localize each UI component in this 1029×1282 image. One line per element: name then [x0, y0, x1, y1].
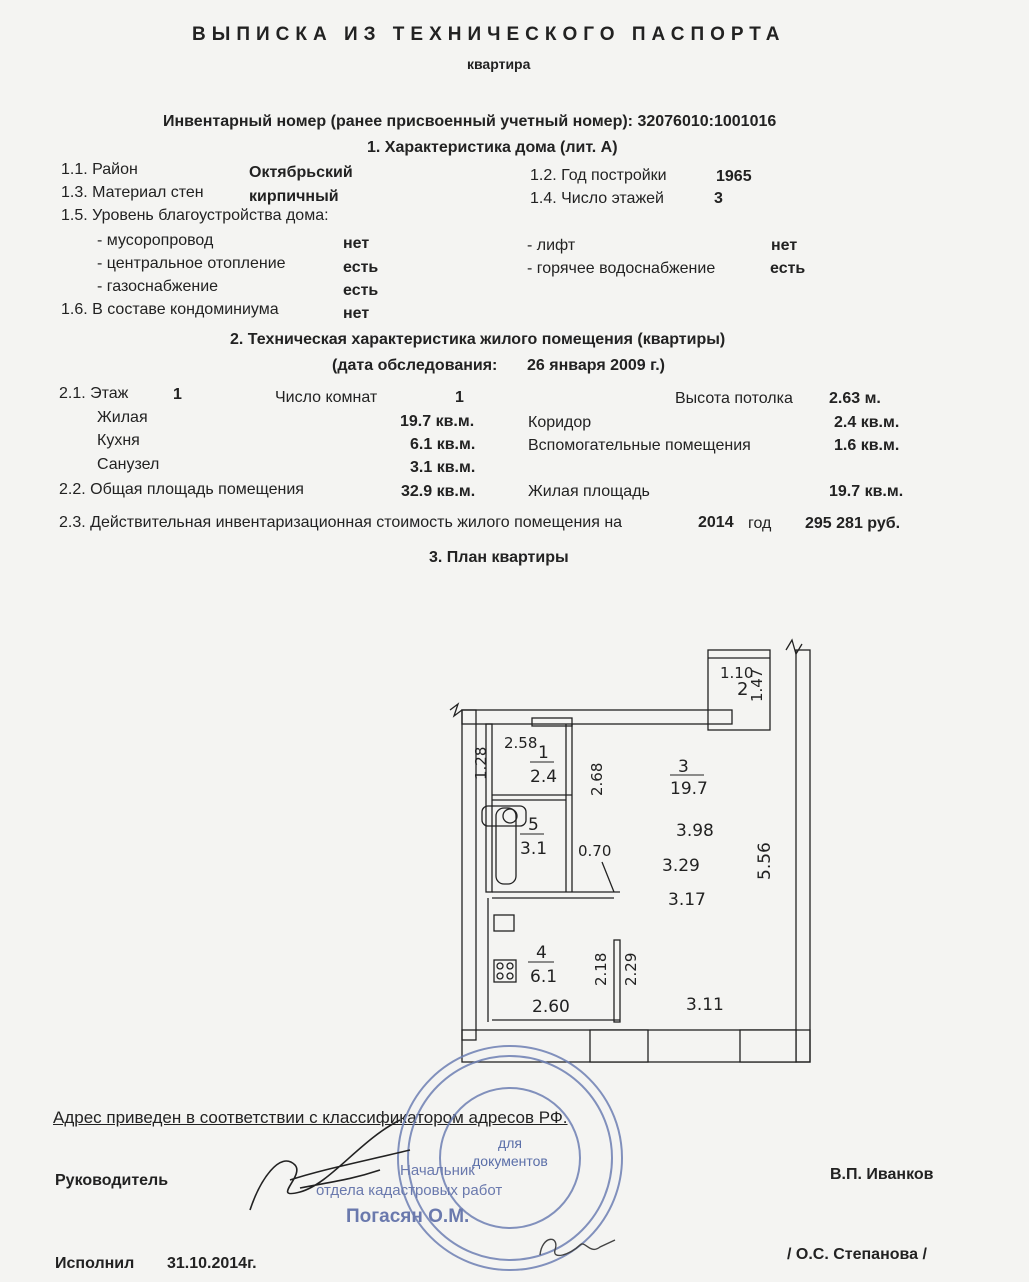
section3-heading: 3. План квартиры — [429, 549, 569, 566]
plan-r2-width: 1.10 — [720, 664, 754, 682]
hotwater-label: - горячее водоснабжение — [527, 260, 716, 277]
rooms-label: Число комнат — [275, 389, 378, 406]
floor-label: 2.1. Этаж — [59, 385, 129, 402]
stove — [494, 960, 516, 982]
corridor-value: 2.4 кв.м. — [834, 414, 900, 431]
plan-r2-height: 1.47 — [748, 668, 766, 702]
document-subtitle: квартира — [467, 56, 531, 72]
district-value: Октябрьский — [249, 164, 353, 181]
wall-kitchen-right — [614, 940, 620, 1022]
gas-label: - газоснабжение — [97, 278, 219, 295]
executor-label: Исполнил — [55, 1255, 135, 1272]
floors-label: 1.4. Число этажей — [530, 190, 664, 207]
section2-heading: 2. Техническая характеристика жилого помещения (квартиры) — [230, 331, 726, 348]
ceiling-label: Высота потолка — [675, 390, 793, 407]
plan-r3-area: 19.7 — [670, 779, 708, 799]
address-note: Адрес приведен в соответствии с классификатором адресов РФ. — [53, 1108, 568, 1127]
plan-r4-area: 6.1 — [530, 967, 558, 987]
material-value: кирпичный — [249, 188, 339, 205]
hotwater-value: есть — [770, 260, 806, 277]
plan-r4-d3: 2.60 — [532, 997, 570, 1017]
condo-label: 1.6. В составе кондоминиума — [61, 301, 279, 318]
plan-r3-d3: 3.29 — [662, 856, 700, 876]
executor-name: / О.С. Степанова / — [787, 1246, 927, 1263]
survey-label: (дата обследования: — [332, 357, 498, 374]
head-signature — [240, 1110, 430, 1220]
heating-value: есть — [343, 259, 379, 276]
aux-label: Вспомогательные помещения — [528, 437, 751, 454]
toilet — [482, 806, 526, 826]
aux-value: 1.6 кв.м. — [834, 437, 900, 454]
plan-r1-width: 2.58 — [504, 734, 538, 752]
executor-date: 31.10.2014г. — [167, 1255, 257, 1272]
living-label: Жилая — [97, 409, 148, 426]
heating-label: - центральное отопление — [97, 255, 286, 272]
inventory-number: Инвентарный номер (ранее присвоенный учетный номер): 32076010:1001016 — [163, 113, 777, 130]
garbage-value: нет — [343, 235, 370, 252]
elevator-value: нет — [771, 237, 798, 254]
plan-r1-number: 1 — [538, 743, 549, 763]
wall-top — [462, 710, 732, 724]
plan-r5-number: 5 — [528, 815, 539, 835]
stamp-line-3: Погасян О.М. — [346, 1206, 470, 1227]
cost-year: 2014 — [698, 514, 734, 531]
survey-date: 26 января 2009 г.) — [527, 357, 665, 374]
executor-signature — [530, 1225, 620, 1265]
plan-r5-area: 3.1 — [520, 839, 548, 859]
rooms-value: 1 — [455, 389, 464, 406]
living-value: 19.7 кв.м. — [400, 413, 475, 430]
floors-value: 3 — [714, 190, 723, 207]
cost-label: 2.3. Действительная инвентаризационная стоимость жилого помещения на — [59, 514, 623, 531]
total-label: 2.2. Общая площадь помещения — [59, 481, 304, 498]
plan-r3-number: 3 — [678, 757, 689, 777]
stamp-line-1: Начальник — [400, 1162, 475, 1179]
plan-r3-d2: 3.98 — [676, 821, 714, 841]
district-label: 1.1. Район — [61, 161, 138, 178]
amenities-label: 1.5. Уровень благоустройства дома: — [61, 207, 329, 224]
sink — [494, 915, 514, 931]
total-value: 32.9 кв.м. — [401, 483, 476, 500]
plan-r1-area: 2.4 — [530, 767, 558, 787]
stamp-center-1: для — [498, 1135, 522, 1151]
living-area-label: Жилая площадь — [528, 483, 650, 500]
cost-value: 295 281 руб. — [805, 515, 901, 532]
plan-r1-height: 1.28 — [472, 746, 490, 780]
plan-r3-d5: 5.56 — [755, 842, 775, 880]
condo-value: нет — [343, 305, 370, 322]
bathtub — [496, 808, 516, 884]
plan-door-width: 0.70 — [578, 842, 612, 860]
ceiling-value: 2.63 м. — [829, 390, 881, 407]
window-room — [740, 1030, 796, 1062]
elevator-label: - лифт — [527, 237, 576, 254]
plan-r2-number: 2 — [737, 679, 749, 700]
bath-value: 3.1 кв.м. — [410, 459, 476, 476]
section1-heading: 1. Характеристика дома (лит. А) — [367, 139, 618, 156]
plan-r3-d6: 3.11 — [686, 995, 724, 1015]
living-area-value: 19.7 кв.м. — [829, 483, 904, 500]
stamp-line-2: отдела кадастровых работ — [316, 1182, 503, 1199]
gas-value: есть — [343, 282, 379, 299]
apartment-floor-plan — [430, 630, 850, 1070]
head-name: В.П. Иванков — [830, 1166, 934, 1183]
floor-value: 1 — [173, 386, 182, 403]
year-label: 1.2. Год постройки — [530, 167, 667, 184]
wall-right — [796, 650, 810, 1062]
plan-r4-d1: 2.18 — [592, 952, 610, 986]
garbage-label: - мусоропровод — [97, 232, 214, 249]
year-value: 1965 — [716, 168, 752, 185]
plan-r4-d2: 2.29 — [622, 952, 640, 986]
kitchen-label: Кухня — [97, 432, 140, 449]
corridor-label: Коридор — [528, 414, 592, 431]
plan-r3-d4: 3.17 — [668, 890, 706, 910]
stamp-center-2: документов — [472, 1153, 548, 1169]
kitchen-value: 6.1 кв.м. — [410, 436, 476, 453]
cost-year-word: год — [748, 515, 772, 532]
plan-r3-d1: 2.68 — [588, 762, 606, 796]
material-label: 1.3. Материал стен — [61, 184, 204, 201]
bath-label: Санузел — [97, 456, 160, 473]
document-title: ВЫПИСКА ИЗ ТЕХНИЧЕСКОГО ПАСПОРТА — [192, 24, 786, 45]
plan-r4-number: 4 — [536, 943, 547, 963]
head-label: Руководитель — [55, 1172, 169, 1189]
